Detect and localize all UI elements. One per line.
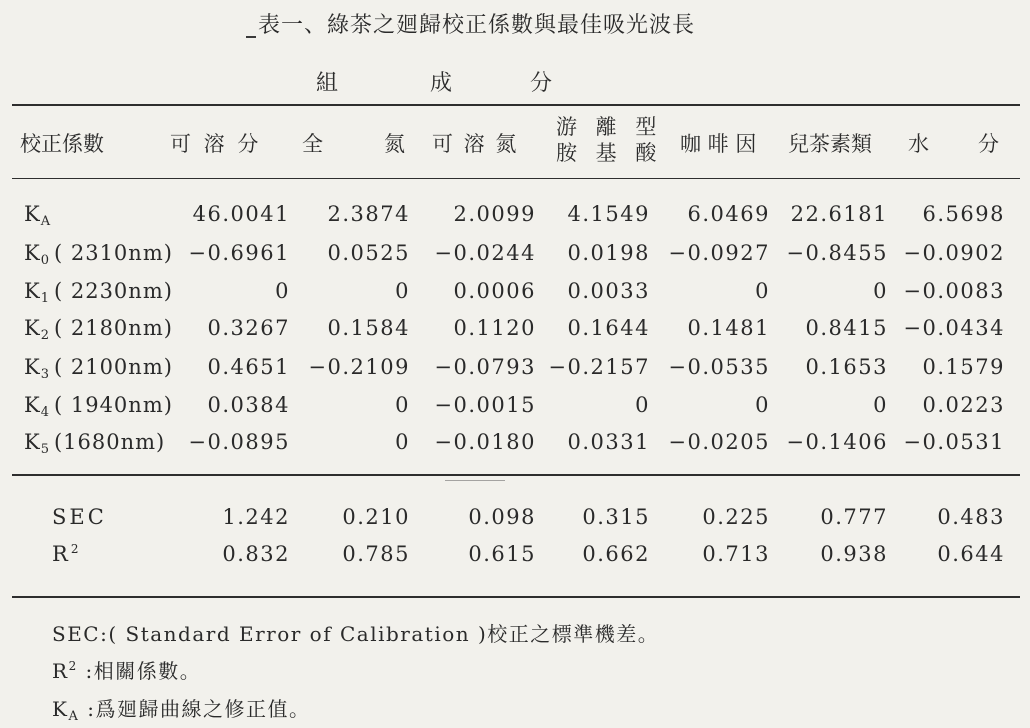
- table-cell: −0.0244: [434, 241, 536, 265]
- stat-cell: 0.785: [342, 542, 410, 566]
- table-cell: −0.0895: [188, 430, 290, 454]
- footnote-line: [52, 618, 659, 649]
- bottom-rule: [12, 596, 1020, 598]
- title-underline-mark: [246, 36, 256, 38]
- table-cell: 0.1481: [687, 316, 770, 340]
- stat-cell: 0.210: [342, 505, 410, 529]
- row-label: [24, 279, 173, 306]
- column-header-free-amino: [556, 114, 662, 166]
- footnote-key-superscript: 2: [68, 659, 78, 673]
- composition-header-2: 成: [430, 71, 453, 96]
- table-cell: 0: [873, 279, 888, 303]
- row-label-wavelength: ( 2230nm): [53, 279, 173, 303]
- table-cell: −0.0180: [434, 430, 536, 454]
- table-cell: 0: [395, 393, 410, 417]
- column-header-total-nitrogen-a: 全: [302, 132, 323, 156]
- stat-cell: 0.662: [582, 542, 650, 566]
- row-label-k: K: [24, 393, 41, 417]
- middle-rule: [12, 474, 1020, 476]
- table-cell: 0.4651: [207, 355, 290, 379]
- table-cell: −0.6961: [188, 241, 290, 265]
- table-cell: −0.2157: [548, 355, 650, 379]
- row-label-k: K: [24, 430, 41, 454]
- column-header-soluble-nitrogen: 可 溶 氮: [432, 132, 519, 156]
- table-cell: 0.0006: [453, 279, 536, 303]
- header-rule: [12, 178, 1020, 179]
- row-label-k: K: [24, 316, 41, 340]
- table-title: 表一、綠茶之廻歸校正係數與最佳吸光波長: [258, 13, 696, 38]
- row-label-subscript: 0: [40, 253, 50, 268]
- row-label-wavelength: ( 1940nm): [53, 393, 173, 417]
- stat-cell: 0.938: [820, 542, 888, 566]
- table-cell: −0.0793: [434, 355, 536, 379]
- column-header-free-amino-line1: 游 離 型: [556, 115, 663, 139]
- row-label-k: K: [24, 241, 41, 265]
- table-cell: 6.5698: [922, 202, 1005, 226]
- top-rule: [12, 104, 1020, 106]
- table-cell: 0.0384: [207, 393, 290, 417]
- column-header-water-a: 水: [908, 132, 929, 156]
- stat-cell: 0.832: [222, 542, 290, 566]
- table-cell: 0.0033: [567, 279, 650, 303]
- row-label: [24, 355, 173, 382]
- stat-cell: 0.713: [702, 542, 770, 566]
- footnote-key: SEC: [52, 622, 101, 646]
- stat-cell: 0.225: [702, 505, 770, 529]
- footnote-key: R: [52, 659, 69, 683]
- stat-label: [52, 505, 107, 529]
- footnote-key-subscript: A: [68, 709, 80, 724]
- column-header-label: 校正係數: [20, 132, 104, 156]
- row-label-wavelength: ( 2310nm): [53, 241, 173, 265]
- table-cell: −0.0535: [668, 355, 770, 379]
- column-header-free-amino-line2: 胺 基 酸: [556, 141, 663, 165]
- row-label-subscript: 5: [40, 442, 50, 457]
- table-cell: 0: [755, 279, 770, 303]
- stat-cell: 0.315: [582, 505, 650, 529]
- row-label-subscript: 2: [40, 328, 50, 343]
- column-header-total-nitrogen-b: 氮: [384, 132, 405, 156]
- footnote-text: :( Standard Error of Calibration )校正之標準機差。: [100, 622, 660, 646]
- table-cell: 0.3267: [207, 316, 290, 340]
- row-label: [24, 430, 165, 457]
- footnote-text: :相關係數。: [77, 659, 202, 683]
- composition-header-3: 分: [530, 71, 553, 96]
- column-header-water-b: 分: [978, 132, 999, 156]
- table-cell: −0.0083: [903, 279, 1005, 303]
- stat-cell: 0.644: [937, 542, 1005, 566]
- stat-cell: 1.242: [222, 505, 290, 529]
- row-label: [24, 202, 55, 229]
- table-cell: 22.6181: [790, 202, 888, 226]
- row-label-k: K: [24, 279, 41, 303]
- table-cell: −0.0015: [434, 393, 536, 417]
- table-cell: 0: [395, 430, 410, 454]
- stat-label-superscript: 2: [70, 542, 82, 556]
- footnote-text: :爲廻歸曲線之修正值。: [79, 697, 311, 721]
- row-label-subscript: 1: [40, 291, 50, 306]
- stat-label-text: SEC: [52, 505, 107, 529]
- table-cell: 0.1584: [327, 316, 410, 340]
- composition-header-1: 組: [316, 71, 339, 96]
- table-cell: −0.0927: [668, 241, 770, 265]
- table-cell: 0.0198: [567, 241, 650, 265]
- table-cell: 0.1653: [805, 355, 888, 379]
- row-label-subscript: 4: [40, 405, 50, 420]
- table-cell: −0.0531: [903, 430, 1005, 454]
- table-cell: 0: [275, 279, 290, 303]
- table-cell: 0: [395, 279, 410, 303]
- column-header-soluble-solids: 可 溶 分: [170, 132, 262, 156]
- table-cell: 4.1549: [567, 202, 650, 226]
- stat-cell: 0.615: [468, 542, 536, 566]
- column-header-caffeine: 咖 啡 因: [680, 132, 757, 156]
- table-cell: 0.0331: [567, 430, 650, 454]
- row-label: [24, 393, 173, 420]
- footnote-key: K: [52, 697, 69, 721]
- row-label-k: K: [24, 355, 41, 379]
- stat-cell: 0.777: [820, 505, 888, 529]
- print-smudge: [445, 480, 505, 481]
- footnote-line: [52, 693, 310, 724]
- stat-label-text: R: [52, 542, 71, 566]
- column-header-catechins: 兒茶素類: [788, 132, 872, 156]
- stat-label: [52, 542, 81, 566]
- table-cell: 0.1120: [453, 316, 536, 340]
- table-cell: 0.1579: [922, 355, 1005, 379]
- stat-cell: 0.483: [937, 505, 1005, 529]
- table-cell: 0: [635, 393, 650, 417]
- table-cell: −0.0434: [903, 316, 1005, 340]
- row-label-wavelength: ( 2180nm): [53, 316, 173, 340]
- table-cell: −0.0902: [903, 241, 1005, 265]
- row-label: [24, 241, 173, 268]
- row-label-k: K: [24, 202, 41, 226]
- table-cell: −0.1406: [786, 430, 888, 454]
- row-label-subscript: A: [40, 214, 52, 229]
- table-cell: 2.0099: [453, 202, 536, 226]
- table-cell: 0.8415: [805, 316, 888, 340]
- table-cell: −0.0205: [668, 430, 770, 454]
- stat-cell: 0.098: [468, 505, 536, 529]
- table-cell: −0.2109: [308, 355, 410, 379]
- table-cell: 0: [755, 393, 770, 417]
- table-cell: −0.8455: [786, 241, 888, 265]
- row-label-subscript: 3: [40, 367, 50, 382]
- footnote-line: [52, 655, 201, 686]
- table-cell: 2.3874: [327, 202, 410, 226]
- table-cell: 0.0223: [922, 393, 1005, 417]
- table-cell: 46.0041: [192, 202, 290, 226]
- row-label-wavelength: (1680nm): [53, 430, 166, 454]
- row-label: [24, 316, 173, 343]
- table-cell: 0.1644: [567, 316, 650, 340]
- table-cell: 0.0525: [327, 241, 410, 265]
- table-cell: 6.0469: [687, 202, 770, 226]
- table-cell: 0: [873, 393, 888, 417]
- row-label-wavelength: ( 2100nm): [53, 355, 173, 379]
